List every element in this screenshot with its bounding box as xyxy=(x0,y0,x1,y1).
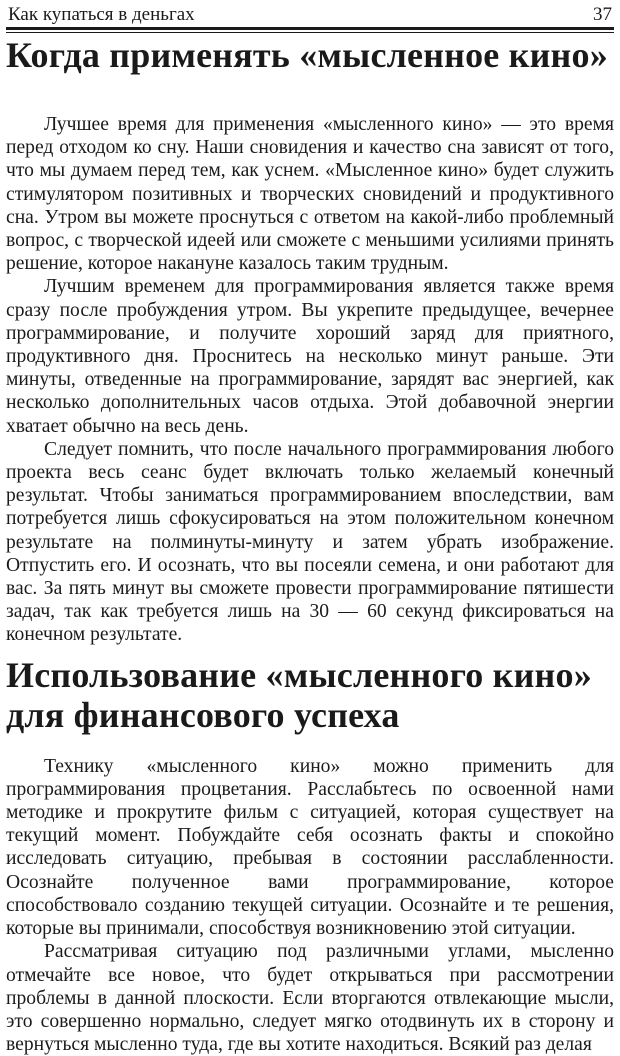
paragraph: Лучшим временем для программирования является также время сразу после пробуждения утром. Вы укрепите предыдущее, вечернее программирование, и получите хороший заряд для приятного, продуктивного дня. Проснитесь на несколько минут раньше. Эти минуты, отведенные на программирование, зарядят вас энергией, как несколько дополнительных часов отдыха. Этой добавочной энергии хватает обычно на весь день. xyxy=(6,276,614,437)
running-header xyxy=(6,0,614,26)
paragraph: Рассматривая ситуацию под различными углами, мысленно отмечайте все новое, что будет открываться при рассмотрении проблемы в данной плоскости. Если вторгаются отвлекающие мысли, это совершенно нормально, следует мягко отодвинуть их в сторону и вернуться мысленно туда, где вы хотите находиться. Всякий раз делая xyxy=(6,941,614,1056)
section-heading-line: Использование «мысленного кино» xyxy=(6,654,592,695)
section-body xyxy=(6,755,614,1056)
section-heading: Когда применять «мысленное кино» xyxy=(6,35,608,75)
running-title: Как купаться в деньгах xyxy=(8,4,195,25)
page-number: 37 xyxy=(593,4,612,25)
section-heading xyxy=(6,655,614,735)
paragraph: Следует помнить, что после начального программирования любого проекта весь сеанс будет включать только желаемый конечный результат. Чтобы заниматься программированием впоследствии, вам потребуется лишь сфокусироваться на этом положительном конечном результате на полминуты-минуту и затем убрать изображение. Отпустить его. И осознать, что вы посеяли семена, и они работают для вас. За пять минут вы сможете провести программирование пятишести задач, так как требуется лишь на 30 — 60 секунд фиксироваться на конечном результате. xyxy=(6,438,614,646)
header-rule-thick xyxy=(6,27,614,30)
section-body xyxy=(6,113,614,647)
paragraph: Лучшее время для применения «мысленного кино» — это время перед отходом ко сну. Наши сновидения и качество сна зависят от того, что мы думаем перед тем, как уснем. «Мысленное кино» будет служить стимулятором позитивных и творческих сновидений и продуктивного сна. Утром вы можете проснуться с ответом на какой-либо проблемный вопрос, с творческой идеей или сможете с меньшими усилиями принять решение, которое накануне казалось таким трудным. xyxy=(6,114,614,275)
paragraph: Технику «мысленного кино» можно применить для программирования процветания. Расслабьтесь по освоенной нами методике и прокрутите фильм с ситуацией, которая существует на текущий момент. Побуждайте себя осознать факты и спокойно исследовать ситуацию, пребывая в состоянии расслабленности. Осознайте полученное вами программирование, которое способствовало созданию текущей ситуации. Осознайте и те решения, которые вы принимали, способствуя возникновению этой ситуации. xyxy=(6,755,614,940)
section-heading-line: для финансового успеха xyxy=(6,694,400,735)
header-rule-thin xyxy=(6,32,614,33)
